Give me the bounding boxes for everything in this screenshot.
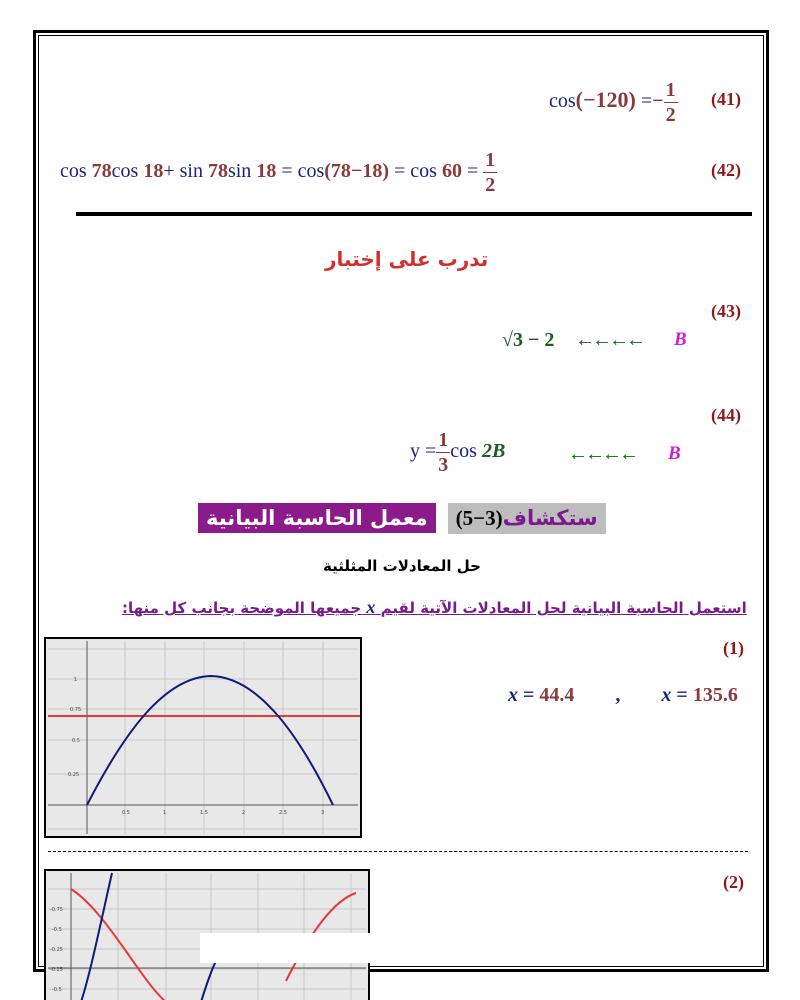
- svg-text:0.5: 0.5: [122, 810, 130, 816]
- graph-1: [44, 637, 362, 838]
- svg-text:2: 2: [242, 810, 246, 816]
- arrow-43: ←←←←: [575, 329, 643, 351]
- fraction: $\frac{1}{2}$: [485, 149, 496, 196]
- equation-41: cos(−120) =− $\frac{1}{2}$: [549, 79, 676, 126]
- subtitle: حل المعادلات المثلثية: [323, 557, 481, 575]
- choice-43: B: [674, 329, 687, 350]
- cover-box: [200, 933, 375, 963]
- item-number-44: (44): [711, 405, 741, 425]
- arrow-44: ←←←←: [568, 443, 636, 465]
- item-number-43: (43): [711, 301, 741, 321]
- svg-text:1.5: 1.5: [200, 810, 208, 816]
- svg-text:-0.25: -0.25: [50, 947, 63, 953]
- explore-title: معمل الحاسبة البيانية: [198, 503, 436, 533]
- svg-text:2.5: 2.5: [279, 810, 287, 816]
- answer-44: y = $\frac{1}{3}$ cos 2B: [410, 429, 506, 476]
- item-number-41: (41): [711, 89, 741, 109]
- graph-1-svg: [46, 639, 360, 836]
- explore-banner: [198, 503, 606, 539]
- item-number-2: (2): [723, 872, 744, 892]
- svg-text:-0.5: -0.5: [52, 927, 62, 933]
- svg-text:3: 3: [321, 810, 325, 816]
- svg-text:0.75: 0.75: [70, 707, 82, 713]
- solution-1: x = 44.4 , x = 135.6: [508, 684, 738, 706]
- equation-42: cos 78cos 18+ sin 78sin 18 = cos(78−18) = cos 60 = $\frac{1}{2}$: [60, 149, 496, 196]
- svg-text:1: 1: [74, 677, 78, 683]
- explore-label: (5−3)ستكشاف: [448, 503, 606, 534]
- answer-43: √3 − 2: [502, 329, 555, 351]
- svg-text:-0.75: -0.75: [50, 907, 63, 913]
- svg-text:-0.25: -0.25: [50, 967, 63, 973]
- choice-44: B: [668, 443, 681, 464]
- svg-text:0.25: 0.25: [68, 772, 80, 778]
- svg-text:0.5: 0.5: [72, 738, 80, 744]
- item-number-42: (42): [711, 160, 741, 180]
- svg-text:1: 1: [163, 810, 167, 816]
- section-divider: [76, 212, 752, 216]
- instruction: استعمل الحاسبة البيانية لحل المعادلات الآتية لقيم x جميعها الموضحة بجانب كل منها:: [122, 597, 747, 617]
- fraction: $\frac{1}{3}$: [438, 429, 449, 476]
- dashed-separator: [48, 851, 748, 852]
- svg-text:-0.5: -0.5: [52, 987, 62, 993]
- section-title: تدرب على إختبار: [325, 247, 489, 271]
- fraction: $\frac{1}{2}$: [665, 79, 676, 126]
- item-number-1: (1): [723, 638, 744, 658]
